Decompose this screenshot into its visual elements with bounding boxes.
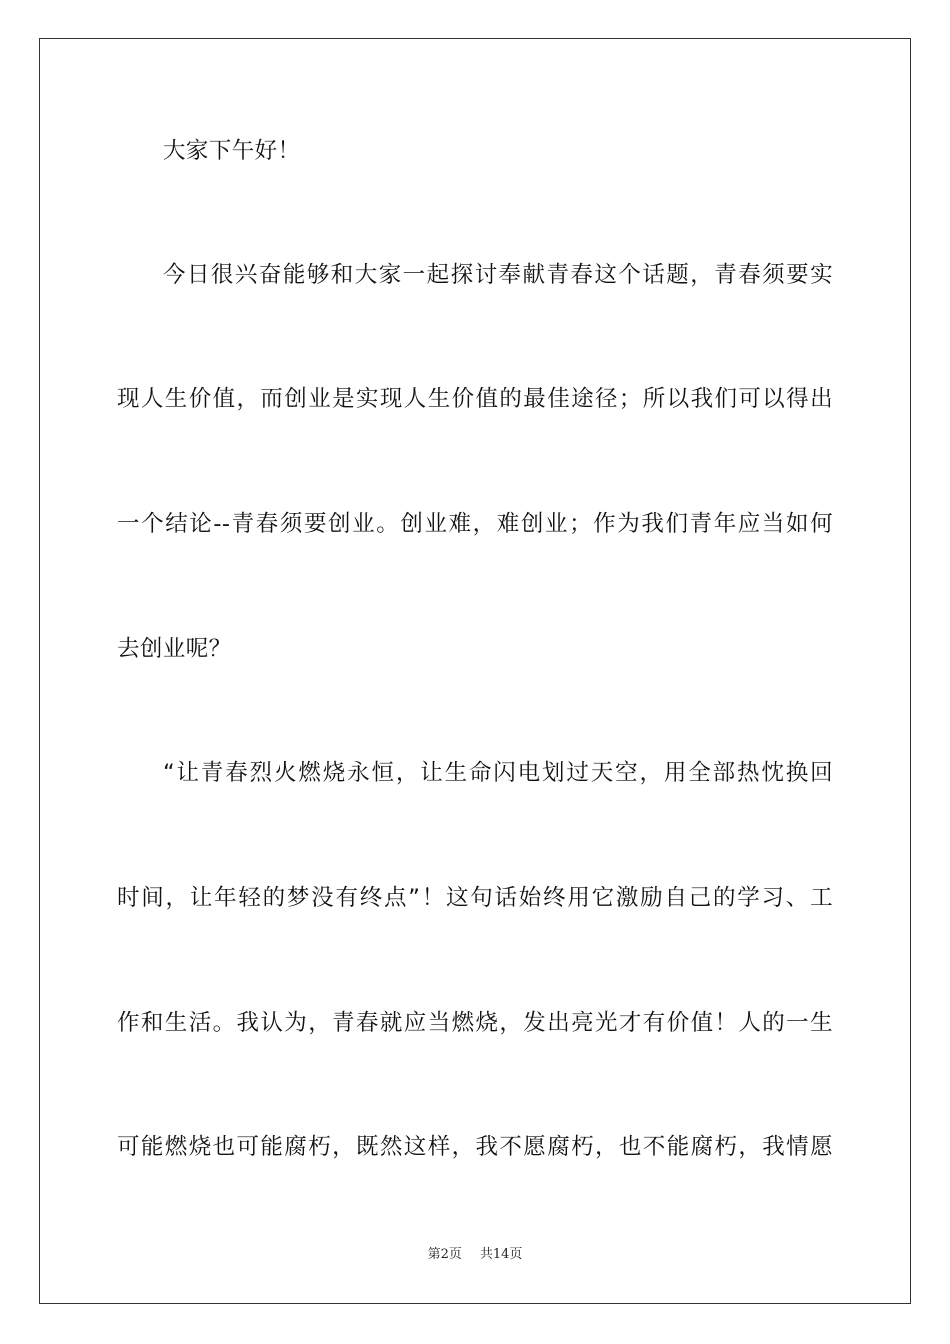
- page-number: 第2页: [427, 1247, 462, 1262]
- paragraph-line: “让青春烈火燃烧永恒，让生命闪电划过天空，用全部热忱换回: [163, 760, 833, 786]
- greeting-line: 大家下午好！: [163, 138, 301, 164]
- paragraph-line: 去创业呢？: [117, 636, 232, 662]
- paragraph-line: 时间，让年轻的梦没有终点”！这句话始终用它激励自己的学习、工: [117, 885, 833, 911]
- paragraph-line: 一个结论--青春须要创业。创业难，难创业；作为我们青年应当如何: [117, 511, 833, 537]
- page-total: 共14页: [479, 1247, 523, 1262]
- paragraph-line: 作和生活。我认为，青春就应当燃烧，发出亮光才有价值！人的一生: [117, 1010, 833, 1036]
- paragraph-line: 可能燃烧也可能腐朽，既然这样，我不愿腐朽，也不能腐朽，我情愿: [117, 1134, 833, 1160]
- paragraph-line: 今日很兴奋能够和大家一起探讨奉献青春这个话题，青春须要实: [163, 262, 833, 288]
- page-footer: [0, 1246, 950, 1264]
- page-border: [39, 38, 911, 1304]
- paragraph-line: 现人生价值，而创业是实现人生价值的最佳途径；所以我们可以得出: [117, 386, 833, 412]
